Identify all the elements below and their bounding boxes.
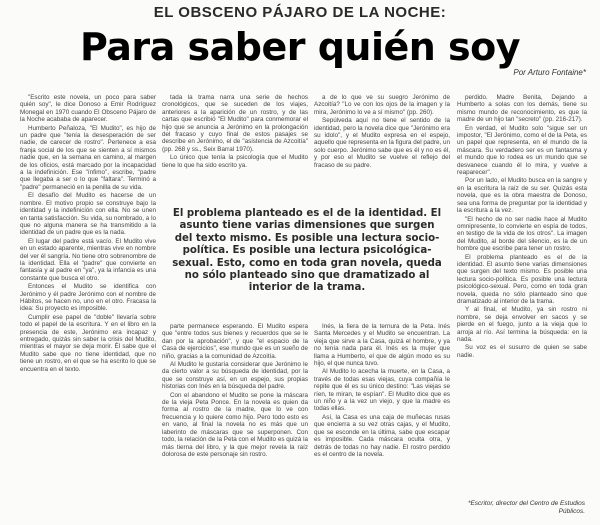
paragraph: Y al final, el Mudito, ya sin rostro ni nombre, se deja envolver en sacos y se pierde en el fuego, junto a la vieja que lo arroja al río. Así termina la búsqueda: en la nada. [457,306,587,343]
author-footnote: *Escritor, director del Centro de Estudios Públicos. [467,500,585,515]
article-column-4 [457,94,587,506]
paragraph: Lo único que tenía la psicología que el Mudito tiene lo que ha sido escrito ya. [162,154,308,169]
article-column-2-top [162,94,308,204]
paragraph: En verdad, el Mudito solo "sigue ser un impostor, "El Jerónimo, como el de la Peta, es un papel que representa, en el mundo de la máscara. Su verdadero ser es un fantasma y el mundo que lo rodea es un mundo que se desvanece cuando él lo mira, y vuelve a reaparecer". [457,124,587,177]
paragraph: El problema planteado es el de la identidad. El asunto tiene varias dimensiones que surgen del texto mismo. Es posible una lectura socio-política. Es posible una lectura psicológico-sexual. Pero, como en toda gran novela, queda no sólo planteado sino que dramatizado al interior de la trama. [457,253,587,305]
paragraph: Con el abandono el Mudito se pone la máscara de la vieja Peta Ponce. En la novela es quien da forma al rostro de la madre, que lo ve con frecuencia y lo quiere como hijo. Pero todo esto es en vano, al final la novela no es más que un laberinto de máscaras que se superponen. Con todo, la relación de la Peta con el Mudito es quizá la más tierna del libro, y la que mejor revela la raíz dolorosa de este personaje sin rostro. [162,391,308,458]
paragraph: tada la trama narra una serie de hechos cronológicos, que se suceden de los viajes, anteriores a la aparición de un rostro, y de las cartas que escribió "El Mudito" para conmemorar el hijo que se anuncia a Jerónimo en la prolongación del fracaso y cuyo final de estos pasajes se describe en Jerónimo, el de "asistencia de Azcoitía" (pp. 268 y ss., Seix Barral 1970). [162,94,308,153]
paragraph: El desafío del Mudito es hacerse de un nombre. El motivo propio se construye bajo la identidad y la indefinición con ella. No se unen en tanta satisfacción. Su vida, su nombrado, a lo que no alguna manera se ha transmitido a la identidad de un padre que es la nada. [20,192,156,237]
paragraph: Su voz es el susurro de quien se sabe nadie. [457,344,587,359]
paragraph: Inés, la fiera de la ternura de la Peta. Inés Santa Mercedes y el Mudito se encuentran. La vieja que sirve a la Casa, quizá el hombre, y ya no tenía nada para él. Inés es la mujer que llama a Humberto, el que de algún modo es su hijo, el que nunca tuvo. [314,323,450,368]
headline: Para saber quién soy [79,25,521,69]
paragraph: a de lo que ve su suegro Jerónimo de Azcoitía? "Lo ve con los ojos de la imagen y la mira, Jerónimo lo ve a sí mismo" (pp. 260). [314,94,450,116]
pull-quote: El problema planteado es el de la identidad. El asunto tiene varias dimensiones que surgen del texto mismo. Es posible una lectura socio-política. Es posible una lectura psicológica-sexual. Esto, como en toda gran novela, queda no sólo planteado sino que dramatizado al interior de la trama. [172,208,442,294]
paragraph: "Escrito este novela, un poco para saber quién soy", le dice Donoso a Emir Rodríguez Monegal en 1970 cuando El Obsceno Pájaro de la Noche acababa de aparecer. [20,94,156,124]
paragraph: Así, la Casa es una caja de muñecas rusas que encierra a su vez otras cajas, y el Mudito, que se esconde en la última, sabe que escapar es imposible. Cada máscara oculta otra, y detrás de todas no hay nadie. El rostro perdido es el centro de la novela. [314,413,450,458]
paragraph: "El hecho de no ser nadie hace al Mudito omnipresente, lo convierte en espía de todos, en testigo de la vida de los otros". La imagen del Mudito, al borde del silencio, es la de un hombre que escribe para tener un rostro. [457,215,587,253]
paragraph: perdido. Madre Benita, Dejando a Humberto a solas con los demás, tiene su mismo mundo de reconocimiento, es que la madre de un hijo tan "secreto" (pp. 216-217). [457,94,587,124]
article-column-3-bottom [314,323,450,506]
kicker-title: EL OBSCENO PÁJARO DE LA NOCHE: [153,4,447,21]
paragraph: Cumplir ese papel de "doble" llevaría sobre todo el papel de la escritura. Y en el libro en la presencia de este, Jerónimo era incapaz y entregado, quizás sin saber la crisis del Mudito, mientras el mayor se deja morir. Él sabe que el Mudito sabe que no tiene identidad, que no tiene un rostro, en el que se ha escrito lo que se encuentra en el texto. [20,313,156,373]
paragraph: parte permanece esperando. El Mudito espera que "entre todos sus bienes y recuerdos que se le dan por la aprobación", y que "el espacio de la Casa de ejercicios", ese mundo que es un sueño de niño, gracias a la comunidad de Azcoitía. [162,323,308,360]
paragraph: Entonces el Mudito se identifica con Jerónimo y él padre Jerónimo con el nombre de Hábitos, se hacen no, uno en el otro. Fracasa la idea: Su proyecto es imposible. [20,283,156,313]
paragraph: El lugar del padre está vacío. El Mudito vive en un estado aparente, mientras vive en nombre del ver él sangría. No tiene otro sobrenombre de la identidad. Ella el "padre" que convierte en fantasía y al padre en "ya", ya la infancia es una constante que busca el otro. [20,237,156,282]
paragraph: Al Mudito lo acecha la muerte, en la Casa, a través de todas esas viejas, cuya compañía le repite que él es su único destino: "Las viejas se ríen, te miran, te espían". El Mudito dice que es un niño y a la vez un viejo, y que la madre es todas ellas. [314,368,450,413]
article-column-3-top [314,94,450,204]
article-column-2-bottom [162,323,308,506]
paragraph: Por un lado, el Mudito busca en la sangre y en la escritura la raíz de su ser. Quizás esta novela, que es la obra maestra de Donoso, sea una forma de preguntar por la identidad y la escritura a la vez. [457,177,587,215]
paragraph: Humberto Peñaloza, "El Mudito", es hijo de un padre que "tenía la desesperación de ser nadie, de carecer de rostro". Pertenece a esa franja social de los que se sienten a sí mismos nadie que, en la semana en camino, al margen de los oficios, está marcado por la incapacidad a la indefinición. Ese "ínfimo", escribe, "padre que llegaba a ser o lo que "faltara". Terminó a "padre" permaneció en la penilla de su vida. [20,124,156,191]
paragraph: Sepúlveda aquí no tiene el sentido de la identidad, pero la novela dice que "Jerónimo era su ídolo", y el Mudito expresa en el espejo, aquello que representa en la figura del padre, un solo cuerpo. Jerónimo sabe que es él y no es él, y por eso el Mudito se vuelve el reflejo del fracaso de su padre. [314,117,450,169]
paragraph: Al Mudito le gustaría considerar que Jerónimo le da cierto valor a su búsqueda de identidad, por la que se construye así, en un espejo, sus propias historias con Inés en la búsqueda del padre. [162,361,308,391]
article-column-1 [20,94,156,506]
byline: Por Arturo Fontaine* [513,68,586,77]
